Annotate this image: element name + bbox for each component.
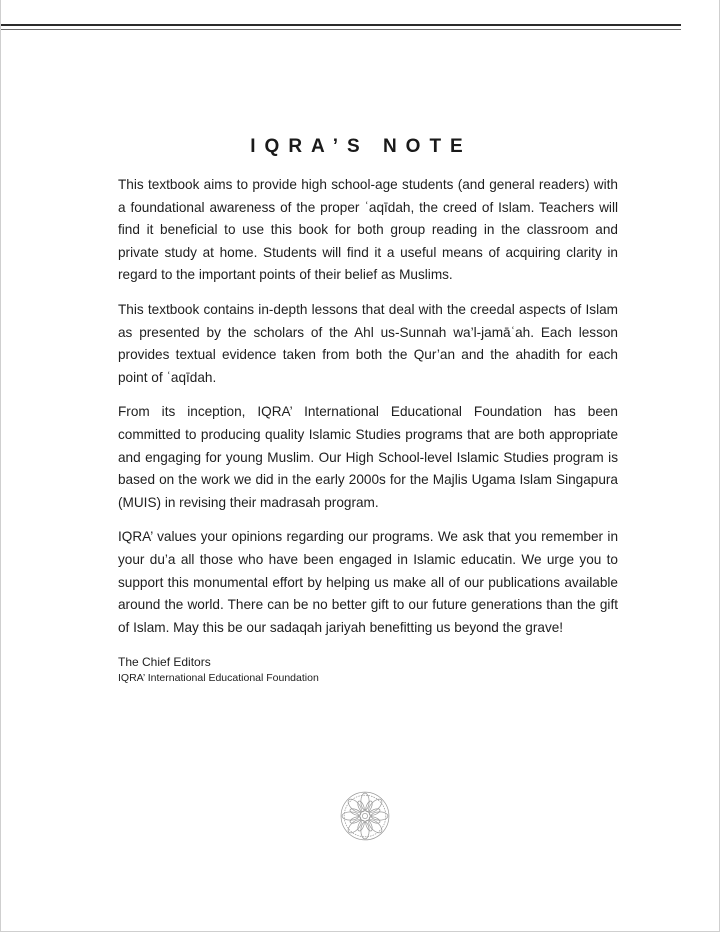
top-header-rule: [1, 24, 681, 30]
paragraph-content: This textbook contains in-depth lessons that deal with the creedal aspects of Islam as presented by the scholars of the Ahl us-Sunnah wa’l-jamāʿah. Each lesson provides textual evidence taken from both the Qur’an and the ahadith for each point of ʿaqīdah.: [118, 301, 618, 385]
signature-name: The Chief Editors: [118, 655, 211, 669]
paragraph-appeal: IQRA’ values your opinions regarding our programs. We ask that you remember in your du’a all those who have been engaged in Islamic educatin. We urge you to support this monumental effort by helping us make all of our publications available around the world. There can be no better gift to our future generations than the gift of Islam. May this be our sadaqah jariyah benefitting us beyond the grave!: [118, 529, 618, 635]
floral-rosette-icon: [339, 790, 391, 842]
paragraph-intro: This textbook aims to provide high school-age students (and general readers) with a foundational awareness of the proper ʿaqīdah, the creed of Islam. Teachers will find it beneficial to use this book for both group reading in the classroom and private study at home. Students will find it a useful means of acquiring clarity in regard to the important points of their belief as Muslims.: [118, 177, 618, 283]
note-body: [118, 174, 618, 651]
signature-organization: IQRA’ International Educational Foundation: [118, 672, 319, 684]
paragraph-history: From its inception, IQRA’ International Educational Foundation has been committed to producing quality Islamic Studies programs that are both appropriate and engaging for young Muslim. Our High School-level Islamic Studies program is based on the work we did in the early 2000s for the Majlis Ugama Islam Singapura (MUIS) in revising their madrasah program.: [118, 404, 618, 510]
page-title: IQRA’S NOTE: [250, 136, 472, 157]
signature-block: [118, 653, 319, 686]
